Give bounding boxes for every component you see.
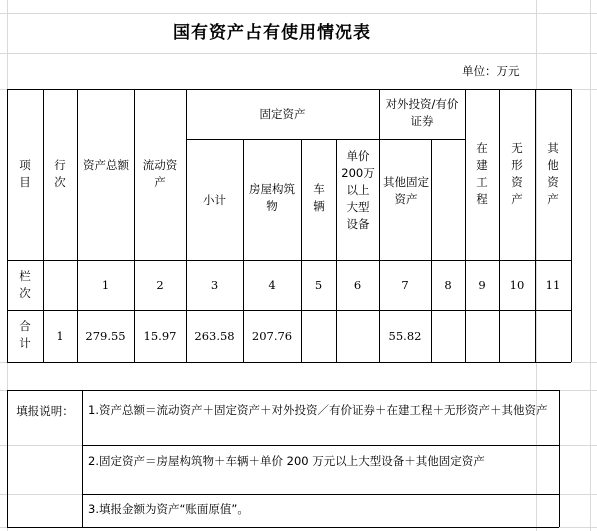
- header-row-no: 行次: [54, 158, 66, 189]
- note-item: 1.资产总额＝流动资产＋固定资产＋对外投资／有价证券＋在建工程＋无形资产＋其他资产: [88, 403, 548, 417]
- column-number: 2: [156, 278, 164, 292]
- table-title: 国有资产占有使用情况表: [173, 23, 371, 43]
- fixed-subtotal-value: 263.58: [194, 329, 235, 343]
- gridline: [590, 0, 591, 531]
- column-number: 1: [101, 278, 110, 292]
- header-fixed-subtotal: 小计: [203, 193, 226, 207]
- column-number: 7: [401, 278, 409, 292]
- column-number: 4: [268, 278, 276, 292]
- current-assets-value: 15.97: [143, 329, 177, 343]
- column-row-label: 栏次: [19, 269, 31, 300]
- header-vehicles: 车辆: [313, 182, 325, 213]
- total-row-label: 合计: [19, 319, 31, 350]
- header-large-equipment: 单价200万以上大型设备: [341, 149, 375, 231]
- unit-label: 单位：万元: [462, 64, 520, 78]
- column-number: 9: [478, 278, 486, 292]
- header-buildings: 房屋构筑物: [249, 182, 295, 213]
- header-other-assets: 其他资产: [547, 141, 559, 206]
- column-number: 8: [444, 278, 452, 292]
- buildings-value: 207.76: [251, 329, 293, 343]
- header-current-assets: 流动资产: [142, 158, 178, 189]
- header-other-fixed: 其他固定资产: [383, 175, 429, 206]
- notes-label: 填报说明：: [16, 404, 74, 418]
- note-item: 3.填报金额为资产“账面原值”。: [88, 502, 249, 516]
- note-item: 2.固定资产＝房屋构筑物＋车辆＋单价 200 万元以上大型设备＋其他固定资产: [88, 454, 485, 468]
- header-total-assets: 资产总额: [83, 158, 129, 172]
- header-item: 项目: [19, 158, 31, 189]
- header-investment: 对外投资/有价证券: [385, 97, 459, 128]
- other-fixed-value: 55.82: [388, 329, 422, 343]
- column-number: 5: [314, 278, 323, 292]
- header-intangible: 无形资产: [511, 141, 523, 206]
- header-fixed-assets: 固定资产: [259, 107, 306, 121]
- column-number: 3: [210, 278, 219, 292]
- column-number: 10: [509, 278, 525, 292]
- gridline: [0, 53, 597, 54]
- header-construction: 在建工程: [476, 141, 488, 206]
- column-number: 6: [353, 278, 362, 292]
- total-row-no: 1: [56, 329, 64, 343]
- column-number: 11: [545, 278, 561, 292]
- gridline: [0, 13, 597, 14]
- total-assets-value: 279.55: [85, 329, 126, 343]
